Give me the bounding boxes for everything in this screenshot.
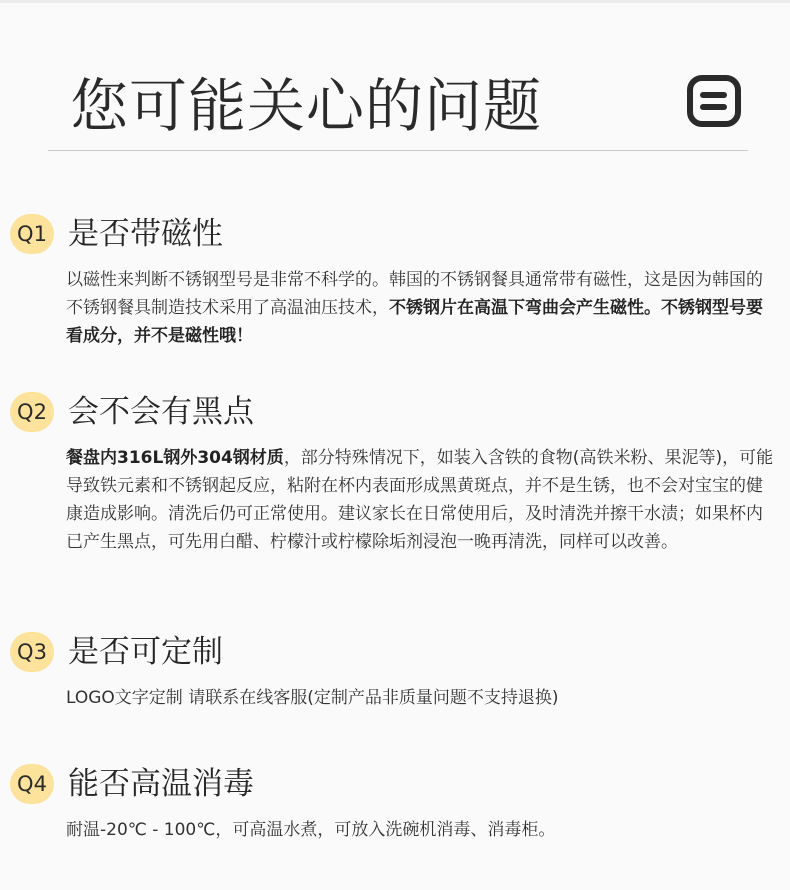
faq-header xyxy=(10,212,780,256)
faq-header xyxy=(10,762,780,806)
page-title: 您可能关心的问题 xyxy=(70,72,543,140)
question-badge: Q3 xyxy=(10,632,54,672)
faq-header xyxy=(10,630,780,674)
answer-text xyxy=(66,816,778,844)
faq-item-1 xyxy=(10,212,780,350)
section-header xyxy=(48,66,748,151)
faq-item-3 xyxy=(10,630,780,712)
menu-icon[interactable] xyxy=(686,74,742,128)
answer-text xyxy=(66,684,778,712)
question-title: 是否带磁性 xyxy=(68,216,223,252)
answer-part: 以磁性来判断不锈钢型号是非常不科学的。韩国的不锈钢餐具通常带有磁性，这是因为韩国的不锈钢餐具制造技术采用了高温油压技术， xyxy=(66,270,763,318)
answer-text xyxy=(66,266,778,350)
question-title: 会不会有黑点 xyxy=(68,394,254,430)
question-title: 是否可定制 xyxy=(68,634,223,670)
question-title: 能否高温消毒 xyxy=(68,766,254,802)
answer-text xyxy=(66,444,778,556)
faq-header xyxy=(10,390,780,434)
faq-item-2 xyxy=(10,390,780,556)
question-badge: Q4 xyxy=(10,764,54,804)
question-badge: Q1 xyxy=(10,214,54,254)
answer-part-bold: 餐盘内316L钢外304钢材质 xyxy=(66,448,284,468)
answer-part: LOGO文字定制 请联系在线客服(定制产品非质量问题不支持退换) xyxy=(66,688,559,708)
answer-part-bold: 不锈钢片在高温下弯曲会产生磁性。不锈钢型号要看成分，并不是磁性哦！ xyxy=(66,298,763,346)
answer-part: 耐温-20℃ - 100℃，可高温水煮，可放入洗碗机消毒、消毒柜。 xyxy=(66,820,556,840)
question-badge: Q2 xyxy=(10,392,54,432)
answer-part: ，部分特殊情况下，如装入含铁的食物(高铁米粉、果泥等)，可能导致铁元素和不锈钢起反应，粘附在杯内表面形成黑黄斑点，并不是生锈，也不会对宝宝的健康造成影响。清洗后仍可正常使用。建议家长在日常使用后，及时清洗并擦干水渍；如果杯内已产生黑点，可先用白醋、柠檬汁或柠檬除垢剂浸泡一晚再清洗，同样可以改善。 xyxy=(66,448,774,552)
top-divider xyxy=(0,0,790,3)
faq-item-4 xyxy=(10,762,780,844)
